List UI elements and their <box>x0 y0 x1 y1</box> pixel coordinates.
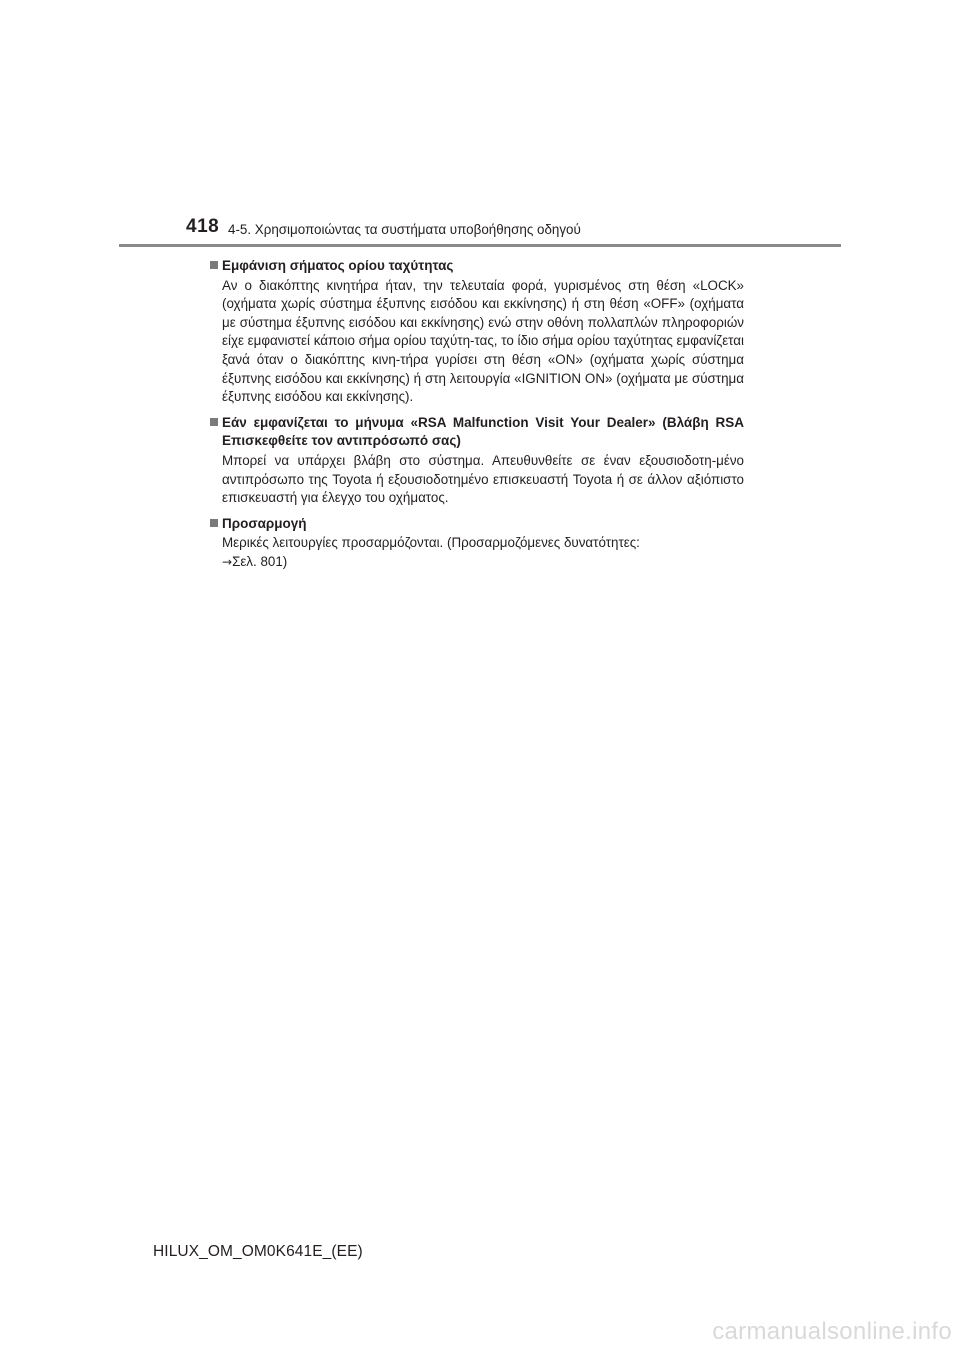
section-heading <box>210 515 744 534</box>
arrow-right-icon: → <box>222 554 233 569</box>
section-rsa-malfunction <box>210 414 744 508</box>
section-heading-text: Προσαρμογή <box>222 515 307 531</box>
section-heading <box>210 257 744 276</box>
document-code: HILUX_OM_OM0K641E_(EE) <box>153 1243 363 1260</box>
page-header <box>186 214 846 244</box>
section-speed-limit-display <box>210 257 744 407</box>
page-reference-link[interactable]: Σελ. 801) <box>232 553 288 569</box>
square-bullet-icon <box>210 418 218 426</box>
square-bullet-icon <box>210 519 218 527</box>
chapter-title: 4-5. Χρησιμοποιώντας τα συστήματα υποβοήθησης οδηγού <box>228 222 581 237</box>
section-heading-text: Εάν εμφανίζεται το μήνυμα «RSA Malfunction Visit Your Dealer» (Βλάβη RSA Επισκεφθείτε τον αντιπρόσωπό σας) <box>222 414 744 449</box>
section-heading <box>210 414 744 451</box>
square-bullet-icon <box>210 261 218 269</box>
section-body-text: Μερικές λειτουργίες προσαρμόζονται. (Προσαρμοζόμενες δυνατότητες: <box>222 535 640 551</box>
header-divider <box>119 244 841 247</box>
watermark: carmanualsonline.info <box>712 1318 952 1345</box>
section-body <box>210 534 744 571</box>
page-content <box>210 257 744 579</box>
section-body: Μπορεί να υπάρχει βλάβη στο σύστημα. Απευθυνθείτε σε έναν εξουσιοδοτη-μένο αντιπρόσωπο της Toyota ή εξουσιοδοτημένο επισκευαστή Toyota ή σε άλλον αξιόπιστο επισκευαστή για έλεγχο του οχήματος. <box>222 452 744 506</box>
page-number: 418 <box>186 216 220 237</box>
section-heading-text: Εμφάνιση σήματος ορίου ταχύτητας <box>222 258 454 273</box>
section-customization <box>210 515 744 572</box>
section-body: Αν ο διακόπτης κινητήρα ήταν, την τελευταία φορά, γυρισμένος στη θέση «LOCK» (οχήματα χωρίς σύστημα έξυπνης εισόδου και εκκίνησης) ή στη θέση «OFF» (οχήματα με σύστημα έξυπνης εισόδου και εκκίνησης) ενώ στην οθόνη πολλαπλών πληροφοριών είχε εμφανιστεί κάποιο σήμα ορίου ταχύτη-τας, το ίδιο σήμα ορίου ταχύτητας εμφανίζεται ξανά όταν ο διακόπτης κινη-τήρα γυρίσει στη θέση «ON» (οχήματα χωρίς σύστημα έξυπνης εισόδου και εκκίνησης) ή στη λειτουργία «IGNITION ON» (οχήματα με σύστημα έξυπνης εισόδου και εκκίνησης). <box>222 277 744 405</box>
